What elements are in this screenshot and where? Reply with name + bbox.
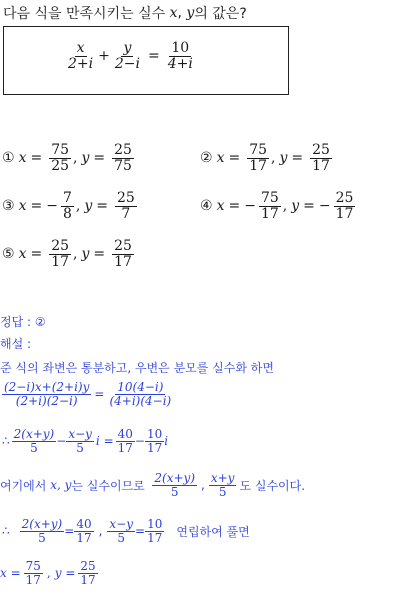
y-fraction: $\frac{25}{7}$ — [116, 190, 135, 222]
equation: $\frac{x}{2+i}$ + $\frac{y}{2-i}$ = $\frac{10}{4+i}$ — [68, 40, 193, 72]
equals: = — [30, 150, 43, 167]
var-y: y — [84, 198, 93, 215]
choice-mark: ④ — [200, 198, 213, 215]
x-fraction: $\frac{75}{17}$ — [260, 190, 279, 222]
explanation-line-1: 준 식의 좌변은 통분하고, 우변은 분모를 실수화 하면 — [0, 361, 274, 375]
var-y: y — [81, 246, 90, 263]
comma: , — [75, 198, 81, 215]
y-fraction: $\frac{25}{17}$ — [312, 142, 330, 174]
choice-5[interactable] — [2, 239, 134, 269]
fraction-3: $\frac{10}{4+i}$ — [167, 40, 193, 72]
comma: , — [282, 198, 288, 215]
x-fraction: $\frac{75}{17}$ — [249, 142, 268, 174]
explanation-line-3: ∴ $\frac{2(x+y)}{5}$ − $\frac{x-y}{5}$ i = $\frac{40}{17}$ − $\frac{10}{17}$ i — [2, 427, 169, 455]
var-x: x — [216, 150, 225, 167]
fraction-2: $\frac{y}{2-i}$ — [114, 40, 140, 72]
equals: = — [96, 198, 108, 215]
x-fraction: $\frac{7}{8}$ — [62, 190, 72, 222]
question-text: 다음 식을 만족시키는 실수 x , y 의 값은? — [3, 5, 247, 22]
choice-2[interactable] — [200, 143, 332, 173]
explanation-line-5: ∴ $\frac{2(x+y)}{5}$ = $\frac{40}{17}$ , $\frac{x-y}{5}$ = $\frac{10}{17}$ 연립하여 풀면 — [2, 517, 250, 545]
equals: = — [291, 150, 304, 167]
explanation-line-6: x = $\frac{75}{17}$ , y = $\frac{25}{17}$ — [0, 559, 96, 587]
y-fraction: $\frac{25}{17}$ — [335, 190, 354, 222]
equals: = — [93, 246, 106, 263]
var-x: x — [18, 246, 27, 263]
equation-box — [3, 26, 289, 95]
equals: = — [30, 246, 43, 263]
choice-mark: ⑤ — [2, 246, 15, 263]
equals: = — [303, 198, 315, 215]
comma: , — [271, 150, 276, 167]
equals: = — [93, 150, 106, 167]
explanation-label: 해설 : — [0, 337, 32, 351]
choice-mark: ② — [200, 150, 213, 167]
x-fraction: $\frac{75}{25}$ — [51, 142, 70, 174]
var-x: x — [18, 150, 27, 167]
x-fraction: $\frac{25}{17}$ — [51, 238, 70, 270]
explanation-line-4: 여기에서 x, y 는 실수이므로 $\frac{2(x+y)}{5}$ , $\frac{x+y}{5}$ 도 실수이다. — [0, 471, 306, 499]
var-y: y — [291, 198, 300, 215]
fraction-1: $\frac{x}{2+i}$ — [68, 40, 94, 72]
choice-mark: ① — [2, 150, 15, 167]
answer-label: 정답 : ② — [0, 315, 46, 329]
choice-1[interactable] — [2, 143, 134, 173]
choice-4[interactable] — [200, 191, 355, 221]
equals: = — [30, 198, 43, 215]
x-sign: − — [46, 198, 58, 215]
var-x: x — [18, 198, 27, 215]
y-sign: − — [318, 198, 331, 215]
equals: = — [228, 198, 241, 215]
choice-3[interactable] — [2, 191, 137, 221]
var-y: y — [81, 150, 90, 167]
y-fraction: $\frac{25}{17}$ — [114, 238, 132, 270]
comma: , — [73, 150, 78, 167]
x-sign: − — [244, 198, 256, 215]
equals: = — [228, 150, 241, 167]
y-fraction: $\frac{25}{75}$ — [114, 142, 132, 174]
explanation-line-2: $\frac{(2-i)x+(2+i)y}{(2+i)(2-i)}$ = $\frac{10(4-i)}{(4+i)(4-i)}$ — [4, 380, 172, 408]
var-x: x — [216, 198, 225, 215]
var-y: y — [279, 150, 288, 167]
comma: , — [73, 246, 78, 263]
choice-mark: ③ — [2, 198, 15, 215]
